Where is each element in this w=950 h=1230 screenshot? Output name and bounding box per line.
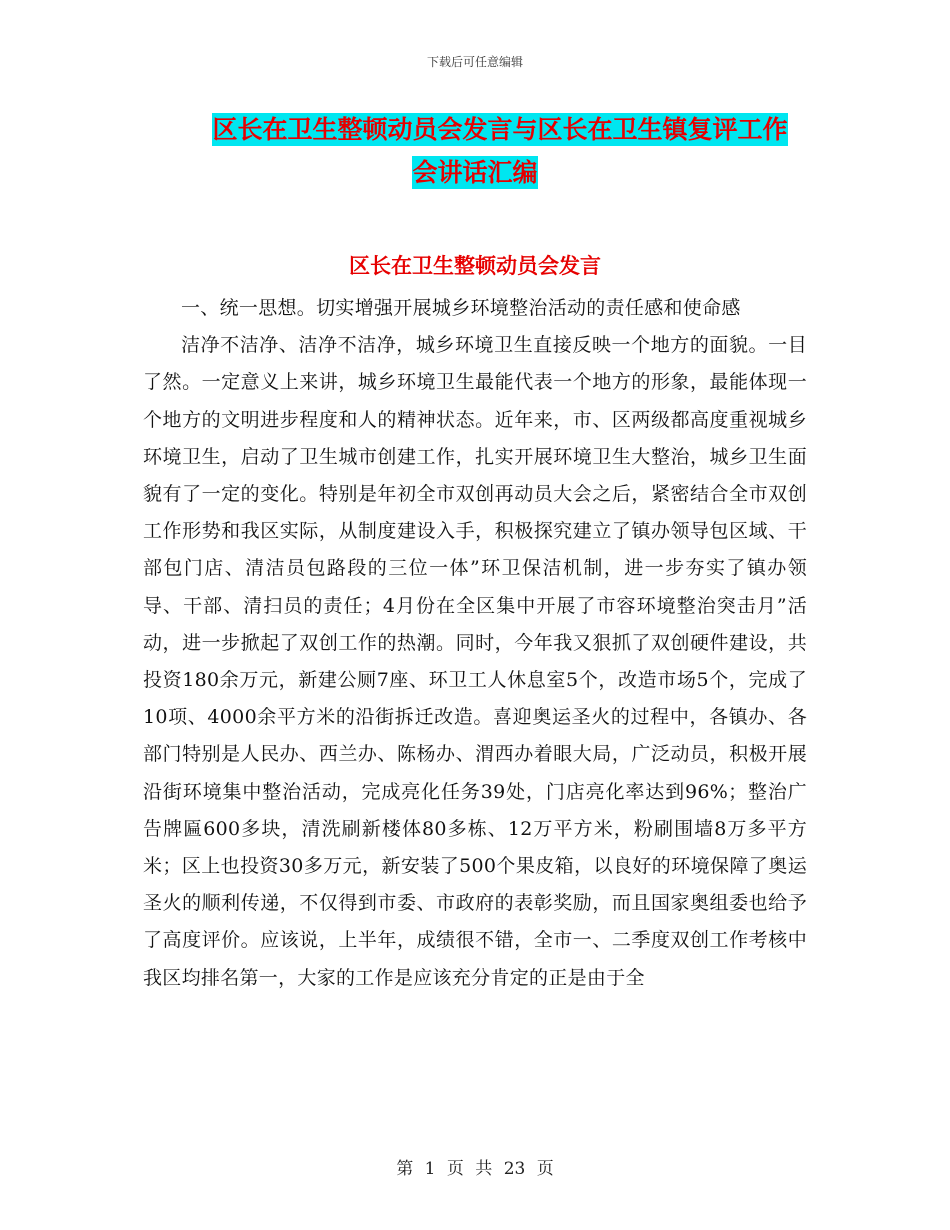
page-footer: 第 1 页 共 23 页 (396, 1159, 554, 1179)
title-highlight-2: 会讲话汇编 (412, 158, 538, 187)
paragraph-heading: 一、统一思想。切实增强开展城乡环境整治活动的责任感和使命感 (181, 297, 741, 319)
header-note: 下载后可任意编辑 (426, 55, 523, 69)
section-subtitle: 区长在卫生整顿动员会发言 (349, 253, 601, 278)
document-title-line-1 (0, 115, 950, 145)
document-body (143, 290, 807, 997)
title-highlight-1: 区长在卫生整顿动员会发言与区长在卫生镇复评工作 (212, 115, 788, 144)
document-title-line-2 (0, 158, 950, 188)
paragraph: 洁净不洁净、洁净不洁净，城乡环境卫生直接反映一个地方的面貌。一目了然。一定意义上来讲，城乡环境卫生最能代表一个地方的形象，最能体现一个地方的文明进步程度和人的精神状态。近年来，市、区两级都高度重视城乡环境卫生，启动了卫生城市创建工作，扎实开展环境卫生大整治，城乡卫生面貌有了一定的变化。特别是年初全市双创再动员大会之后，紧密结合全市双创工作形势和我区实际，从制度建设入手，积极探究建立了镇办领导包区域、干部包门店、清洁员包路段的三位一体”环卫保洁机制，进一步夯实了镇办领导、干部、清扫员的责任；4月份在全区集中开展了市容环境整治突击月”活动，进一步掀起了双创工作的热潮。同时，今年我又狠抓了双创硬件建设，共投资180余万元，新建公厕7座、环卫工人休息室5个，改造市场5个，完成了10项、4000余平方米的沿街拆迁改造。喜迎奥运圣火的过程中，各镇办、各部门特别是人民办、西兰办、陈杨办、渭西办着眼大局，广泛动员，积极开展沿街环境集中整治活动，完成亮化任务39处，门店亮化率达到96%；整治广告牌匾600多块，清洗刷新楼体80多栋、12万平方米，粉刷围墙8万多平方米；区上也投资30多万元，新安装了500个果皮箱，以良好的环境保障了奥运圣火的顺利传递，不仅得到市委、市政府的表彰奖励，而且国家奥组委也给予了高度评价。应该说，上半年，成绩很不错，全市一、二季度双创工作考核中我区均排名第一，大家的工作是应该充分肯定的正是由于全 (143, 334, 807, 989)
